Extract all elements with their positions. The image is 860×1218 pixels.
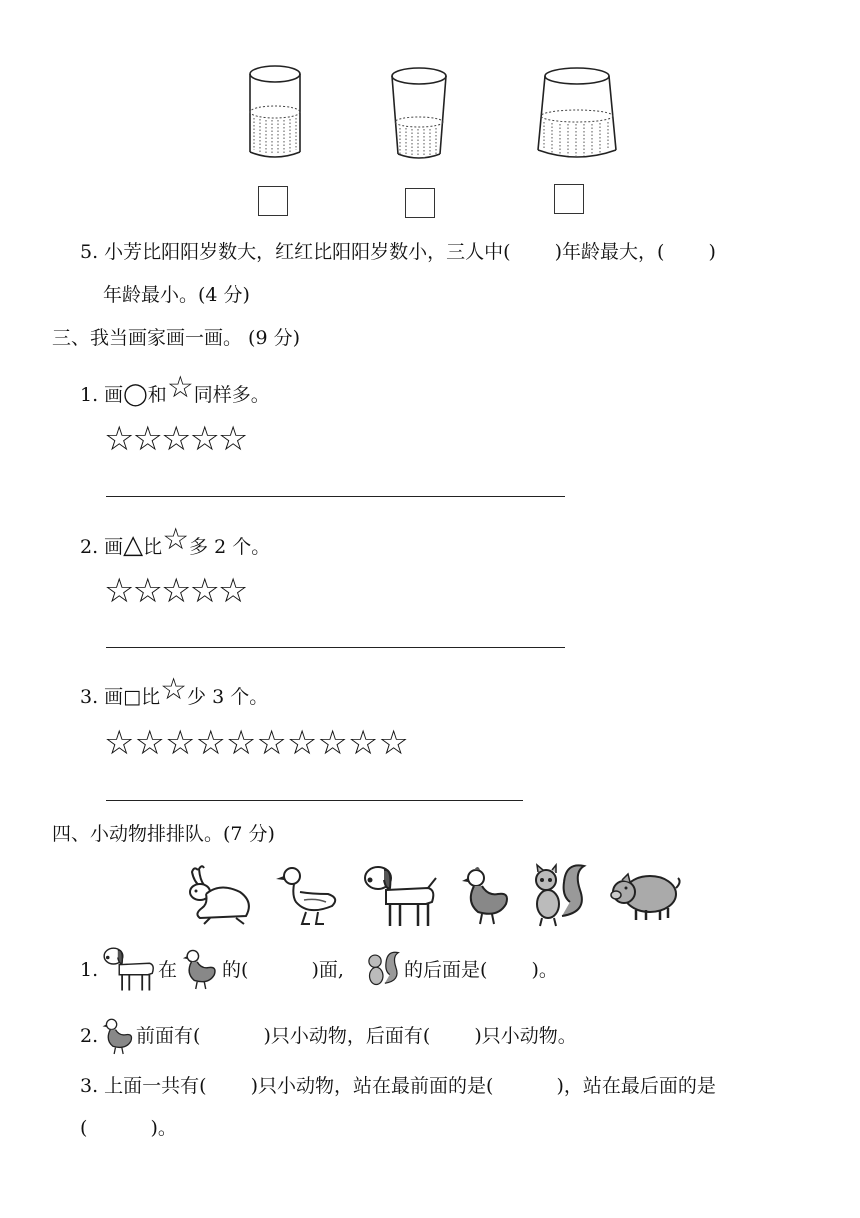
star-icon: ☆ (162, 522, 190, 557)
s4-q1-at: 在 (158, 959, 178, 981)
chicken-icon (180, 944, 220, 994)
star-icon: ☆ (160, 672, 188, 707)
cup-3-answer-box[interactable] (554, 184, 584, 214)
duck-icon (274, 864, 342, 928)
s3-answer-line-1[interactable] (106, 496, 565, 497)
s3-item-1 (80, 370, 270, 409)
s3-row-1-stars: ☆☆☆☆☆ (104, 419, 247, 459)
s3-row-2-stars: ☆☆☆☆☆ (104, 571, 247, 611)
cup-2-icon (386, 66, 452, 162)
s4-q1-blank-2[interactable]: 的后面是( )。 (404, 959, 558, 981)
dog-icon (102, 944, 158, 994)
cup-1-answer-box[interactable] (258, 186, 288, 216)
circle-icon: ◯ (123, 382, 148, 407)
s3-item-1-mid: 和 (147, 384, 167, 406)
triangle-icon: △ (123, 530, 144, 560)
cup-3-icon (532, 64, 622, 164)
pig-icon (608, 868, 682, 924)
squirrel-icon (364, 950, 402, 992)
chicken-icon (100, 1014, 136, 1058)
star-icon: ☆ (166, 370, 194, 405)
s4-q2-text[interactable]: 前面有( )只小动物，后面有( )只小动物。 (136, 1025, 577, 1047)
cup-1-icon (240, 62, 310, 162)
s3-item-1-suffix: 同样多。 (193, 384, 270, 406)
s3-item-3-suffix: 少 3 个。 (187, 686, 269, 708)
s3-row-3-stars: ☆☆☆☆☆☆☆☆☆☆ (104, 723, 409, 763)
s4-q3-line-2[interactable]: ( )。 (80, 1117, 177, 1139)
s3-item-2-prefix: 2. 画 (80, 536, 124, 558)
s4-q1-blank-1[interactable]: 的( )面, (222, 959, 344, 981)
squirrel-icon (528, 862, 590, 930)
s3-item-3-prefix: 3. 画□比 (80, 686, 161, 708)
dog-icon (362, 862, 440, 930)
s3-answer-line-2[interactable] (106, 647, 565, 648)
s4-q1-num: 1. (80, 959, 99, 981)
s3-item-3 (80, 672, 269, 711)
s4-q3-line-1[interactable]: 3. 上面一共有( )只小动物，站在最前面的是( )，站在最后面的是 (80, 1075, 716, 1097)
s3-answer-line-3[interactable] (106, 800, 523, 801)
section-3-heading: 三、我当画家画一画。 (9 分) (52, 327, 300, 349)
q5-line-1: 5. 小芳比阳阳岁数大，红红比阳阳岁数小，三人中( )年龄最大，( ) (80, 241, 716, 263)
q5-line-2: 年龄最小。(4 分) (103, 284, 250, 306)
s3-item-2-mid: 比 (143, 536, 163, 558)
section-4-heading: 四、小动物排排队。(7 分) (52, 823, 275, 845)
s3-item-1-prefix: 1. 画 (80, 384, 124, 406)
s3-item-2 (80, 522, 271, 561)
s4-q2-num: 2. (80, 1025, 99, 1047)
cup-2-answer-box[interactable] (405, 188, 435, 218)
chicken-icon (458, 864, 514, 928)
s3-item-2-suffix: 多 2 个。 (189, 536, 271, 558)
rabbit-icon (180, 864, 256, 928)
